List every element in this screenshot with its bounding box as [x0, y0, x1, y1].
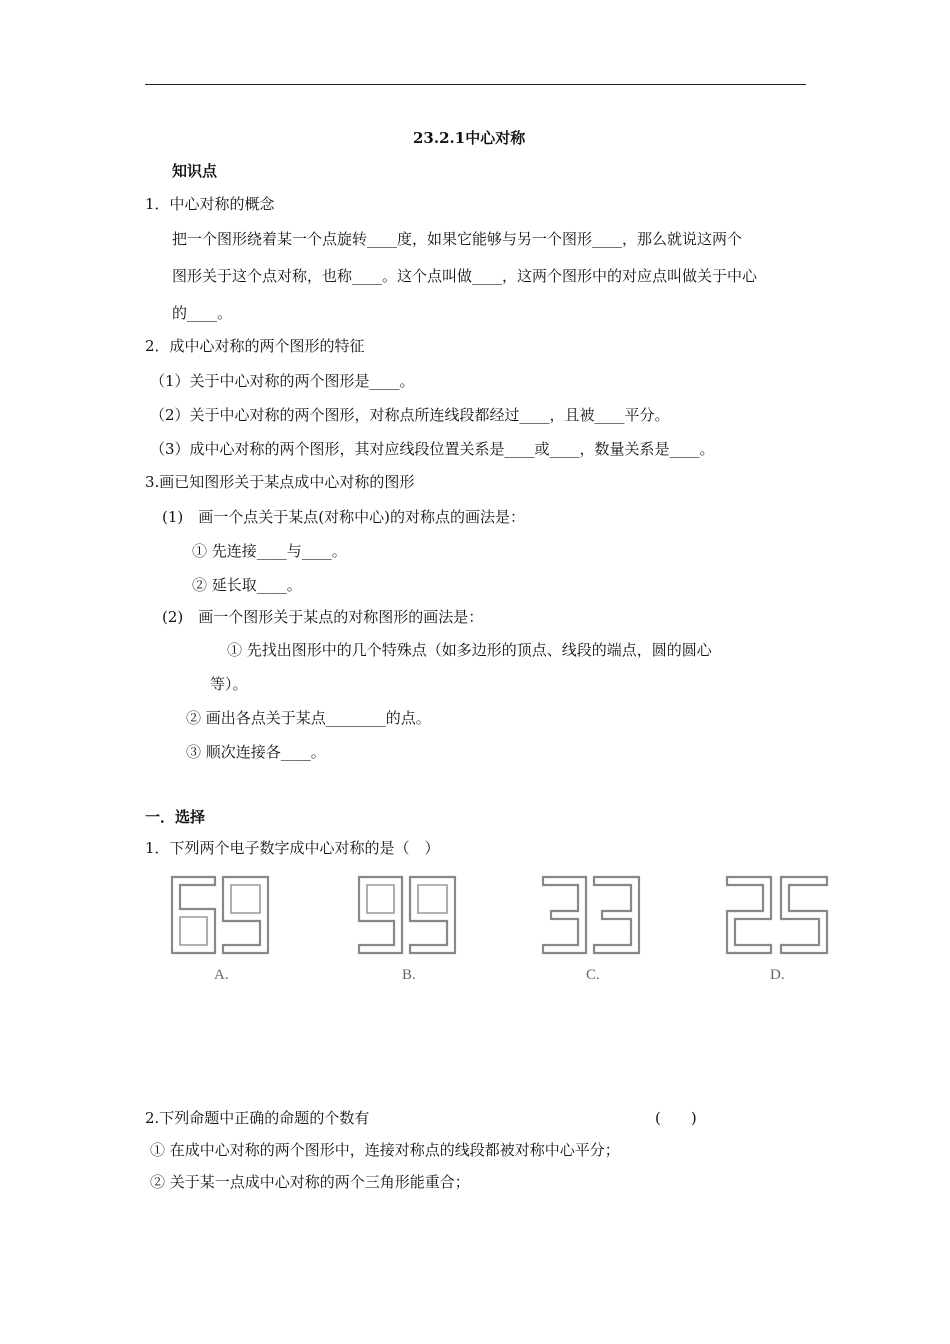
- k2-heading: 2．成中心对称的两个图形的特征: [145, 337, 365, 355]
- q2-item1: ① 在成中心对称的两个图形中，连接对称点的线段都被对称中心平分；: [150, 1141, 620, 1159]
- k3-sub2: (2) 画一个图形关于某点的对称图形的画法是：: [162, 608, 484, 626]
- digits-99-icon: [357, 875, 457, 955]
- k3-sub2-step3: ③ 顺次连接各____。: [186, 743, 326, 761]
- k3-sub2-step1a: ① 先找出图形中的几个特殊点（如多边形的顶点、线段的端点，圆的圆心: [227, 641, 712, 659]
- digits-69-icon: [170, 875, 270, 955]
- page-title: 23.2.1中心对称: [413, 129, 526, 147]
- q2-item2: ② 关于某一点成中心对称的两个三角形能重合；: [150, 1173, 470, 1191]
- k3-sub1: (1) 画一个点关于某点(对称中心)的对称点的画法是：: [162, 508, 525, 526]
- q2-stem: 2.下列命题中正确的命题的个数有: [145, 1109, 370, 1127]
- option-c-figure[interactable]: [541, 875, 641, 955]
- digits-25-icon: [725, 875, 829, 955]
- digits-33-icon: [541, 875, 641, 955]
- k3-sub2-step2: ② 画出各点关于某点________的点。: [186, 709, 431, 727]
- option-d-label: D.: [770, 967, 785, 983]
- k3-sub1-step1: ① 先连接____与____。: [192, 542, 347, 560]
- q2-bracket: ( ): [655, 1109, 697, 1127]
- k2-item2: （2）关于中心对称的两个图形，对称点所连线段都经过____，且被____平分。: [150, 406, 670, 424]
- section1-heading: 一．选择: [145, 808, 206, 826]
- option-d-figure[interactable]: [725, 875, 829, 955]
- q1-stem: 1．下列两个电子数字成中心对称的是（ ）: [145, 839, 440, 857]
- option-b-label: B.: [402, 967, 416, 983]
- option-a-label: A.: [214, 967, 229, 983]
- header-rule: [145, 84, 806, 85]
- knowledge-heading: 知识点: [172, 162, 218, 180]
- option-c-label: C.: [586, 967, 600, 983]
- option-a-figure[interactable]: [170, 875, 270, 955]
- k3-sub2-step1b: 等）。: [210, 675, 248, 693]
- k1-line1: 把一个图形绕着某一个点旋转____度，如果它能够与另一个图形____，那么就说这两个: [172, 230, 743, 248]
- k2-item1: （1）关于中心对称的两个图形是____。: [150, 372, 415, 390]
- k2-item3: （3）成中心对称的两个图形，其对应线段位置关系是____或____，数量关系是____。: [150, 440, 715, 458]
- k1-line2: 图形关于这个点对称，也称____。这个点叫做____，这两个图形中的对应点叫做关于中心: [172, 267, 758, 285]
- k1-heading: 1．中心对称的概念: [145, 195, 275, 213]
- k3-heading: 3.画已知图形关于某点成中心对称的图形: [145, 473, 415, 491]
- k1-line3: 的____。: [172, 304, 233, 322]
- option-b-figure[interactable]: [357, 875, 457, 955]
- k3-sub1-step2: ② 延长取____。: [192, 576, 302, 594]
